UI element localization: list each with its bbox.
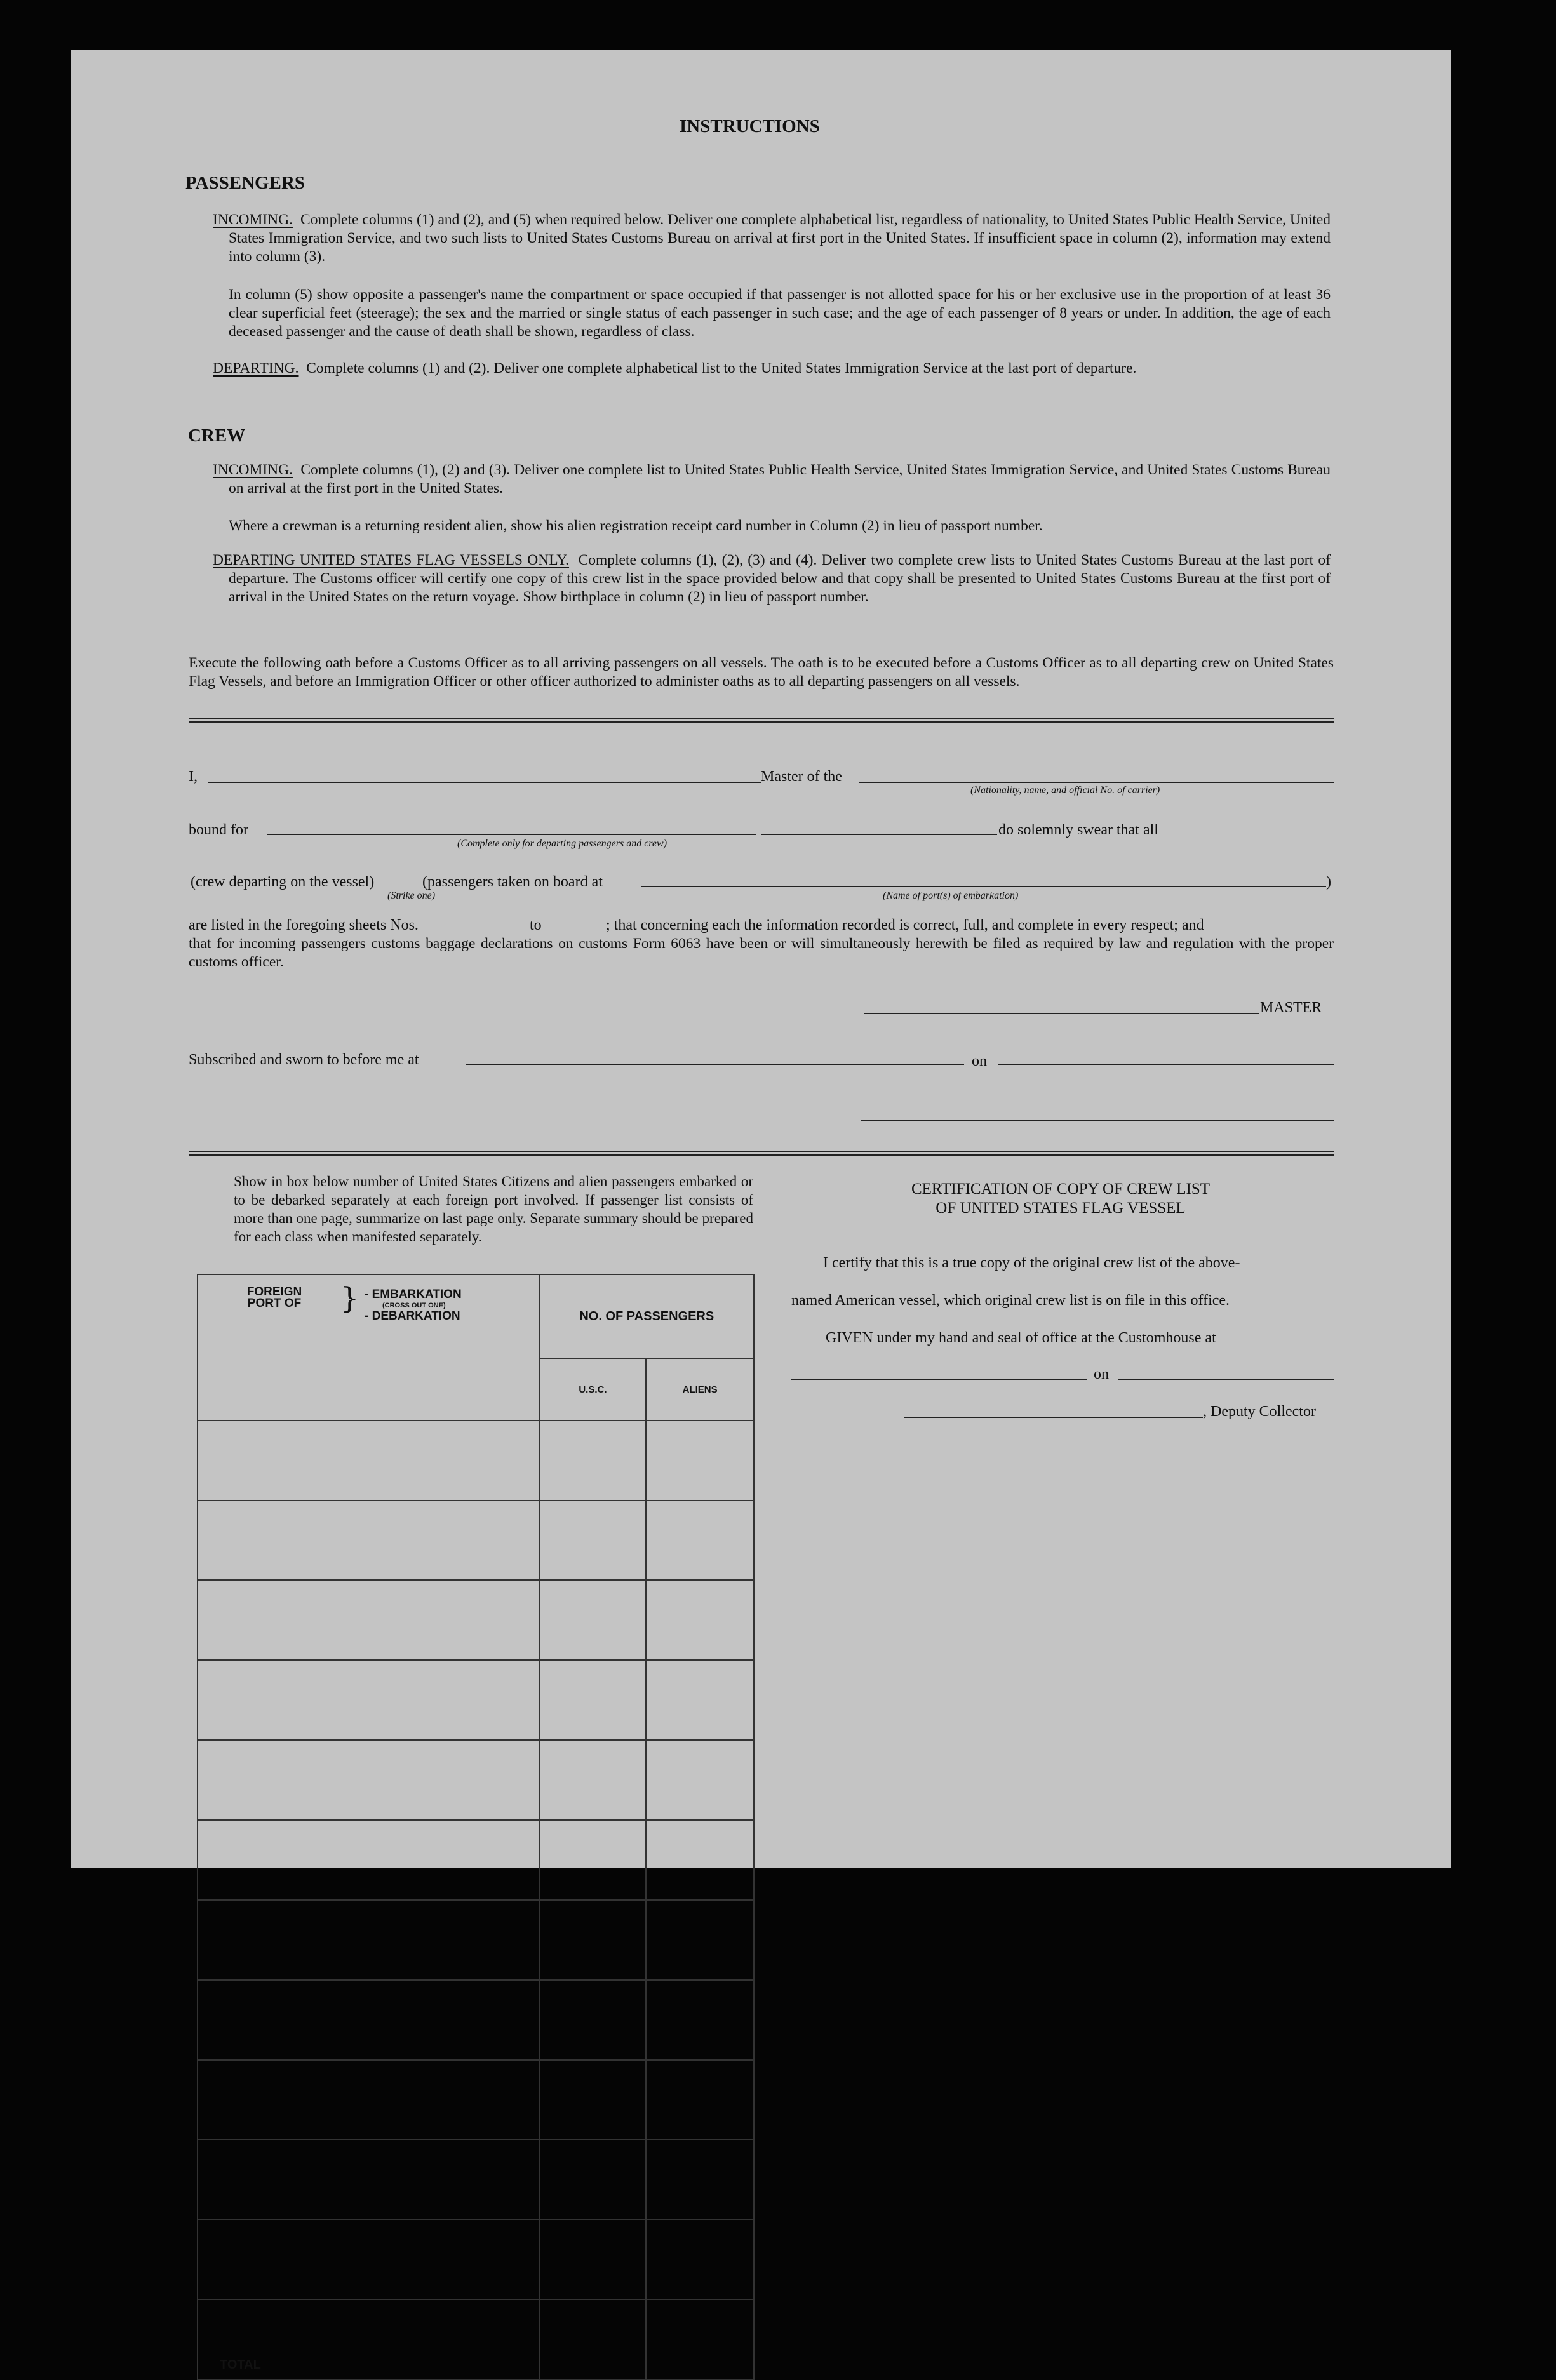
aliens-total-cell[interactable] xyxy=(646,2299,754,2379)
certification-title-line2: OF UNITED STATES FLAG VESSEL xyxy=(936,1200,1186,1217)
officer-signature-field[interactable] xyxy=(861,1120,1334,1121)
port-cell[interactable] xyxy=(198,2060,540,2140)
certification-date-field[interactable] xyxy=(1118,1379,1334,1380)
carrier-field[interactable] xyxy=(859,782,1334,783)
passengers-incoming-label: INCOMING. xyxy=(213,211,293,228)
passengers-departing-text: Complete columns (1) and (2). Deliver one complete alphabetical list to the United States Immigration Service at the last port of departure. xyxy=(306,360,1137,377)
certification-on-label: on xyxy=(1094,1366,1109,1382)
usc-header: U.S.C. xyxy=(540,1358,647,1420)
port-cell[interactable] xyxy=(198,1660,540,1740)
listed-to-label: to xyxy=(530,917,542,933)
aliens-cell[interactable] xyxy=(646,1980,754,2060)
port-cell[interactable] xyxy=(198,1980,540,2060)
usc-cell[interactable] xyxy=(540,2139,647,2219)
crew-incoming-label: INCOMING. xyxy=(213,462,293,478)
certify-line1: I certify that this is a true copy of the original crew list of the above- xyxy=(823,1255,1240,1271)
page-title: INSTRUCTIONS xyxy=(680,116,820,137)
total-label: TOTAL xyxy=(198,2299,540,2379)
passengers-taken-option[interactable]: (passengers taken on board at xyxy=(422,874,603,890)
port-cell[interactable] xyxy=(198,1900,540,1980)
listed-prefix: are listed in the foregoing sheets Nos. xyxy=(189,917,419,933)
solemnly-swear-label: do solemnly swear that all xyxy=(998,822,1158,838)
aliens-cell[interactable] xyxy=(646,1820,754,1900)
aliens-cell[interactable] xyxy=(646,1660,754,1740)
master-signature-field[interactable] xyxy=(864,1013,1259,1014)
summary-intro-text: Show in box below number of United States Citizens and alien passengers embarked or to be debarked separately at each foreign port involved. If passenger list consists of more than one page, summarize on last page only. Separate summary should be prepared for each class when manifested separately. xyxy=(234,1173,753,1245)
complete-only-caption: (Complete only for departing passengers and crew) xyxy=(457,838,667,849)
given-text: GIVEN under my hand and seal of office at the Customhouse at xyxy=(826,1330,1216,1346)
brace-icon: } xyxy=(340,1281,359,1315)
usc-cell[interactable] xyxy=(540,1980,647,2060)
certification-title-line1: CERTIFICATION OF COPY OF CREW LIST xyxy=(911,1180,1211,1198)
crew-incoming-block xyxy=(213,461,1331,498)
crew-departing-label: DEPARTING UNITED STATES FLAG VESSELS ONLY. xyxy=(213,552,570,568)
passengers-departing-block xyxy=(213,359,1331,378)
aliens-cell[interactable] xyxy=(646,1501,754,1581)
listed-rest-text: that for incoming passengers customs baggage declarations on customs Form 6063 have been or will simultaneously herewith be filed as required by law and regulation with the proper customs officer. xyxy=(189,935,1334,970)
bound-for-label: bound for xyxy=(189,822,248,838)
strike-one-caption: (Strike one) xyxy=(387,890,436,901)
port-cell[interactable] xyxy=(198,1820,540,1900)
aliens-cell[interactable] xyxy=(646,1740,754,1820)
aliens-cell[interactable] xyxy=(646,2060,754,2140)
certification-title xyxy=(781,1180,1340,1218)
embarkation-caption: (Name of port(s) of embarkation) xyxy=(883,890,1019,901)
port-header-cell xyxy=(198,1274,540,1421)
passengers-column5-text: In column (5) show opposite a passenger's name the compartment or space occupied if that passenger is not allotted space for his or her exclusive use in the proportion of at least 36 clear superficial feet (steerage); the sex and the married or single status of each passenger in such case; and the age of each passenger of 8 years or under. In addition, the age of each deceased passenger and the cause of death shall be shown, regardless of class. xyxy=(229,286,1331,340)
passengers-heading: PASSENGERS xyxy=(185,173,305,193)
usc-cell[interactable] xyxy=(540,2219,647,2299)
usc-cell[interactable] xyxy=(540,1580,647,1660)
deputy-signature-field[interactable] xyxy=(904,1417,1203,1418)
subscribed-date-field[interactable] xyxy=(998,1064,1334,1065)
port-cell[interactable] xyxy=(198,1740,540,1820)
aliens-cell[interactable] xyxy=(646,2139,754,2219)
master-name-field[interactable] xyxy=(208,782,761,783)
usc-cell[interactable] xyxy=(540,1740,647,1820)
passengers-departing-label: DEPARTING. xyxy=(213,360,299,377)
double-divider-2 xyxy=(189,1151,1334,1156)
crew-departing-block xyxy=(213,551,1331,606)
port-cell[interactable] xyxy=(198,1421,540,1501)
summary-intro xyxy=(234,1172,753,1246)
crew-heading: CREW xyxy=(188,425,246,446)
master-of-the-label: Master of the xyxy=(761,768,842,785)
crew-departing-text: Complete columns (1), (2), (3) and (4). Deliver two complete crew lists to United States Customs Bureau at the last port of departure. The Customs officer will certify one copy of this crew list in the space provided below and that copy shall be presented to United States Customs Bureau at the first port of arrival in the United States on the return voyage. Show birthplace in column (2) in lieu of passport number. xyxy=(229,552,1331,605)
bound-for-field[interactable] xyxy=(267,834,756,835)
port-cell[interactable] xyxy=(198,1501,540,1581)
listed-line1-rest: ; that concerning each the information recorded is correct, full, and complete in every respect; and xyxy=(606,917,1204,933)
oath-intro-text: Execute the following oath before a Customs Officer as to all arriving passengers on all vessels. The oath is to be executed before a Customs Officer as to all departing crew on United States Flag Vessels, and before an Immigration Officer or other officer authorized to administer oaths as to all departing passengers on all vessels. xyxy=(189,655,1334,690)
port-cell[interactable] xyxy=(198,2219,540,2299)
embarkation-label: - EMBARKATION xyxy=(365,1288,462,1301)
crew-incoming-text: Complete columns (1), (2) and (3). Deliver one complete list to United States Public Health Service, United States Immigration Service, and United States Customs Bureau on arrival at the first port in the United States. xyxy=(229,462,1331,497)
aliens-cell[interactable] xyxy=(646,2219,754,2299)
usc-cell[interactable] xyxy=(540,2060,647,2140)
passengers-incoming-block xyxy=(213,211,1331,266)
double-divider xyxy=(189,718,1334,723)
usc-cell[interactable] xyxy=(540,1660,647,1740)
customhouse-field[interactable] xyxy=(791,1379,1087,1380)
usc-cell[interactable] xyxy=(540,1900,647,1980)
crew-resident-text: Where a crewman is a returning resident alien, show his alien registration receipt card number in Column (2) in lieu of passport number. xyxy=(229,518,1043,534)
deputy-collector-label: , Deputy Collector xyxy=(1203,1403,1316,1420)
usc-total-cell[interactable] xyxy=(540,2299,647,2379)
subscribed-place-field[interactable] xyxy=(466,1064,964,1065)
port-cell[interactable] xyxy=(198,1580,540,1660)
foreign-port-of-label: FOREIGN PORT OF xyxy=(246,1285,302,1310)
debarkation-label: - DEBARKATION xyxy=(365,1309,460,1323)
port-cell[interactable] xyxy=(198,2139,540,2219)
aliens-cell[interactable] xyxy=(646,1580,754,1660)
oath-i-label: I, xyxy=(189,768,198,785)
subscribed-label: Subscribed and sworn to before me at xyxy=(189,1052,419,1068)
carrier-caption: (Nationality, name, and official No. of carrier) xyxy=(970,785,1160,796)
embarkation-field[interactable] xyxy=(641,886,1326,887)
passengers-incoming-text: Complete columns (1) and (2), and (5) when required below. Deliver one complete alphabetical list, regardless of nationality, to United States Public Health Service, United States Immigration Service, and two such lists to United States Customs Bureau on arrival at first port in the United States. If insufficient space in column (2), information may extend into column (3). xyxy=(229,211,1331,265)
close-paren: ) xyxy=(1326,874,1331,890)
usc-cell[interactable] xyxy=(540,1421,647,1501)
usc-cell[interactable] xyxy=(540,1501,647,1581)
aliens-header: ALIENS xyxy=(646,1358,754,1420)
passenger-summary-table xyxy=(197,1274,755,2380)
certify-line2: named American vessel, which original crew list is on file in this office. xyxy=(791,1292,1230,1309)
usc-cell[interactable] xyxy=(540,1820,647,1900)
no-of-passengers-header: NO. OF PASSENGERS xyxy=(540,1274,754,1358)
cross-out-one-label: (CROSS OUT ONE) xyxy=(382,1302,446,1309)
aliens-cell[interactable] xyxy=(646,1421,754,1501)
aliens-cell[interactable] xyxy=(646,1900,754,1980)
crew-departing-option[interactable]: (crew departing on the vessel) xyxy=(191,874,375,890)
bound-for-field-2[interactable] xyxy=(761,834,997,835)
master-label: MASTER xyxy=(1260,999,1322,1016)
subscribed-on-label: on xyxy=(972,1053,987,1069)
